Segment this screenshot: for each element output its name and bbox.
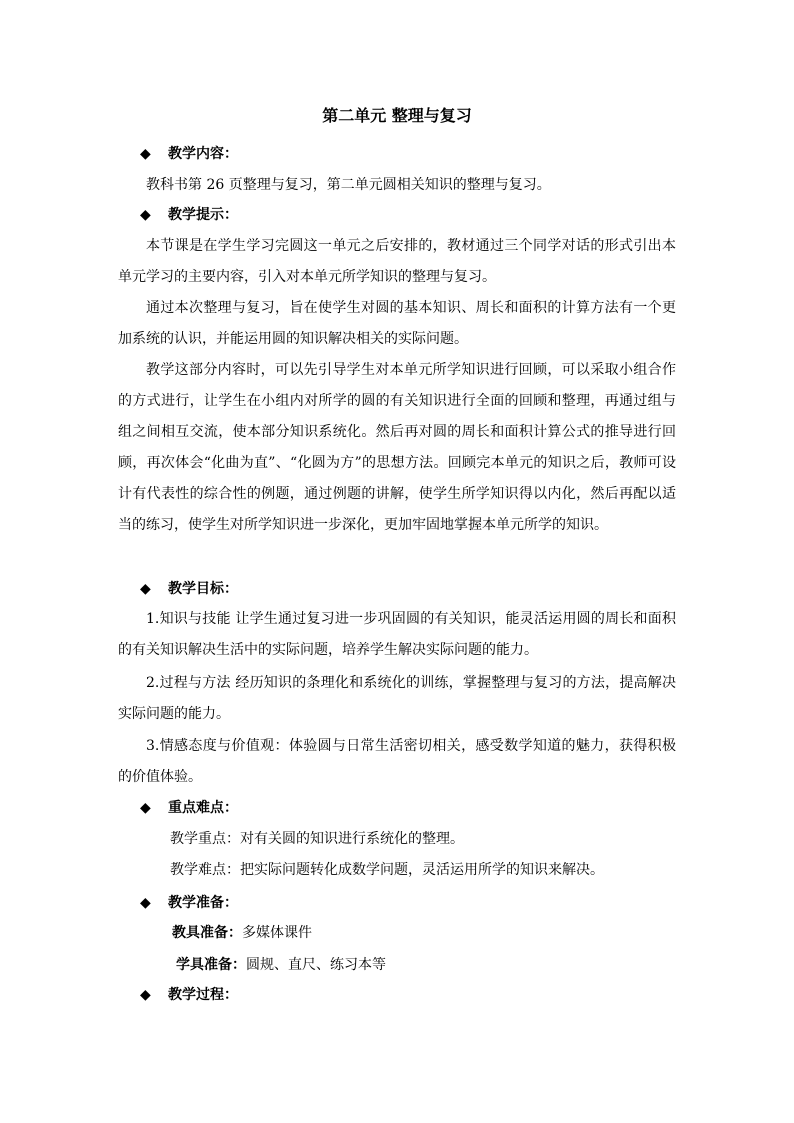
section-heading-key [140, 796, 238, 820]
key-focus-line: 教学重点：对有关圆的知识进行系统化的整理。 [170, 831, 464, 847]
prep-teacher-value: 多媒体课件 [242, 925, 312, 941]
diamond-bullet-icon: ◆ [140, 987, 151, 1003]
prep-student-line [176, 953, 386, 977]
section-heading-label: 教学目标： [168, 581, 238, 597]
diamond-bullet-icon: ◆ [140, 581, 151, 597]
diamond-bullet-icon: ◆ [140, 146, 151, 162]
prep-teacher-line [172, 921, 312, 945]
section-heading-label: 重点难点： [168, 800, 238, 816]
document-title: 第二单元 整理与复习 [322, 106, 472, 125]
section-heading-content [140, 142, 238, 166]
diamond-bullet-icon: ◆ [140, 207, 151, 223]
hint-paragraph-1: 本节课是在学生学习完圆这一单元之后安排的，教材通过三个同学对话的形式引出本单元学习的主要内容，引入对本单元所学知识的整理与复习。 [118, 238, 676, 285]
key-difficulty-line: 教学难点：把实际问题转化成数学问题，灵活运用所学的知识来解决。 [170, 862, 604, 878]
goal-process-method: 2.过程与方法 经历知识的条理化和系统化的训练，掌握整理与复习的方法，提高解决实际问题的能力。 [118, 675, 676, 722]
section-heading-label: 教学过程： [168, 987, 238, 1003]
goal-knowledge-skills: 1.知识与技能 让学生通过复习进一步巩固圆的有关知识，能灵活运用圆的周长和面积的有关知识解决生活中的实际问题，培养学生解决实际问题的能力。 [118, 611, 676, 658]
prep-student-label: 学具准备： [176, 957, 246, 973]
prep-teacher-label: 教具准备： [172, 925, 242, 941]
diamond-bullet-icon: ◆ [140, 800, 151, 816]
goal-emotion-values: 3.情感态度与价值观：体验圆与日常生活密切相关，感受数学知道的魅力，获得积极的价值体验。 [118, 738, 676, 785]
section-heading-goals [140, 577, 238, 601]
diamond-bullet-icon: ◆ [140, 895, 151, 911]
section-heading-label: 教学准备： [168, 895, 238, 911]
section-heading-label: 教学提示： [168, 207, 238, 223]
prep-student-value: 圆规、直尺、练习本等 [246, 957, 386, 973]
section-heading-process [140, 983, 238, 1007]
hint-paragraph-3: 教学这部分内容时，可以先引导学生对本单元所学知识进行回顾，可以采取小组合作的方式进行，让学生在小组内对所学的圆的有关知识进行全面的回顾和整理，再通过组与组之间相互交流，使本部分知识系统化。然后再对圆的周长和面积计算公式的推导进行回顾，再次体会“化曲为直”、“化圆为方”的思想方法。回顾完本单元的知识之后，教师可设计有代表性的综合性的例题，通过例题的讲解，使学生所学知识得以内化，然后再配以适当的练习，使学生对所学知识进一步深化，更加牢固地掌握本单元所学的知识。 [118, 362, 676, 533]
hint-paragraph-2: 通过本次整理与复习，旨在使学生对圆的基本知识、周长和面积的计算方法有一个更加系统的认识，并能运用圆的知识解决相关的实际问题。 [118, 300, 676, 347]
section-heading-prep [140, 891, 238, 915]
section-heading-label: 教学内容： [168, 146, 238, 162]
content-paragraph: 教科书第 26 页整理与复习，第二单元圆相关知识的整理与复习。 [146, 177, 551, 193]
section-heading-hint [140, 203, 238, 227]
